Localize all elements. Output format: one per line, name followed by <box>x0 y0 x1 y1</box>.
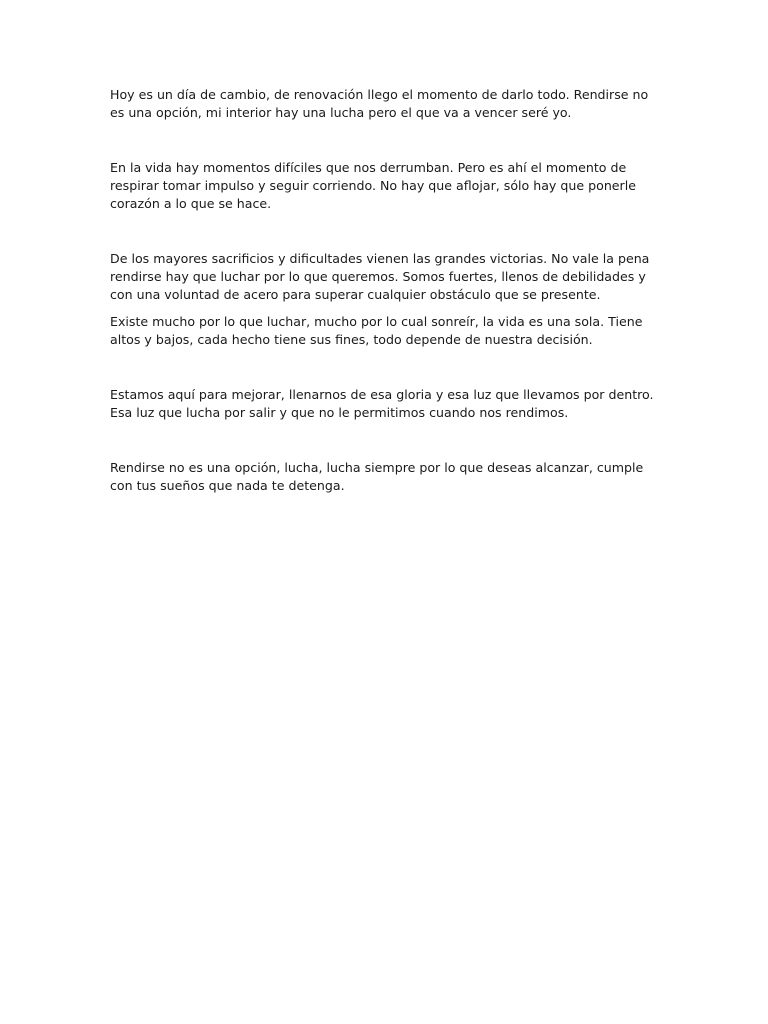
paragraph-1: Hoy es un día de cambio, de renovación llego el momento de darlo todo. Rendirse no es una opción, mi interior hay una lucha pero el que va a vencer seré yo. <box>110 87 649 120</box>
paragraph-4: Existe mucho por lo que luchar, mucho por lo cual sonreír, la vida es una sola. Tiene altos y bajos, cada hecho tiene sus fines, todo depende de nuestra decisión. <box>110 314 643 347</box>
paragraph-6: Rendirse no es una opción, lucha, lucha siempre por lo que deseas alcanzar, cumple con tus sueños que nada te detenga. <box>110 460 644 493</box>
document-body <box>110 86 658 495</box>
paragraph-2: En la vida hay momentos difíciles que nos derrumban. Pero es ahí el momento de respirar tomar impulso y seguir corriendo. No hay que aflojar, sólo hay que ponerle corazón a lo que se hace. <box>110 160 636 211</box>
paragraph-5: Estamos aquí para mejorar, llenarnos de esa gloria y esa luz que llevamos por dentro. Esa luz que lucha por salir y que no le permitimos cuando nos rendimos. <box>110 387 654 420</box>
paragraph-3: De los mayores sacrificios y dificultades vienen las grandes victorias. No vale la pena rendirse hay que luchar por lo que queremos. Somos fuertes, llenos de debilidades y con una voluntad de acero para superar cualquier obstáculo que se presente. <box>110 251 650 302</box>
